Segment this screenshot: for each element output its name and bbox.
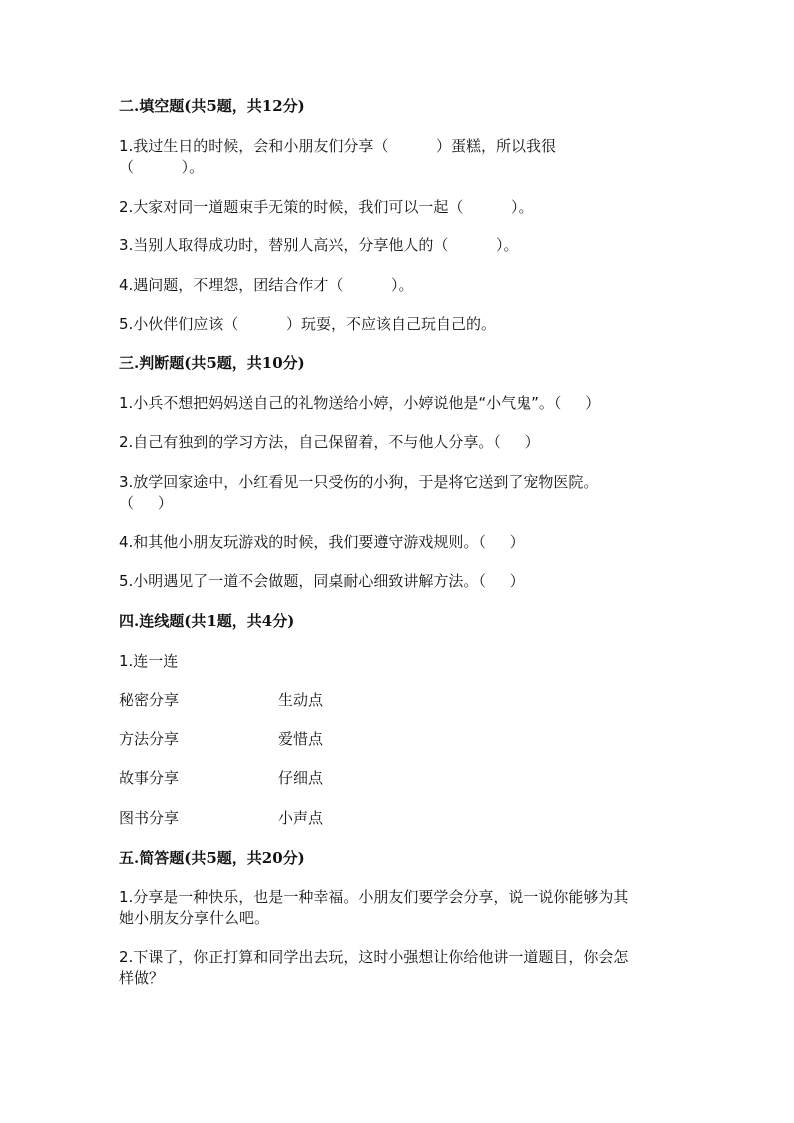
fill-blank-q1-line1: 1.我过生日的时候，会和小朋友们分享（ ）蛋糕，所以我很 (119, 137, 556, 155)
short-answer-q1-line1: 1.分享是一种快乐，也是一种幸福。小朋友们要学会分享，说一说你能够为其 (119, 888, 629, 906)
true-false-q3-line1: 3.放学回家途中，小红看见一只受伤的小狗，于是将它送到了宠物医院。 (119, 473, 599, 491)
matching-question: 1.连一连 (119, 652, 179, 670)
fill-blank-q5: 5.小伙伴们应该（ ）玩耍，不应该自己玩自己的。 (119, 315, 496, 333)
true-false-q1: 1.小兵不想把妈妈送自己的礼物送给小婷，小婷说他是“小气鬼”。（ ） (119, 394, 601, 412)
matching-right-item: 爱惜点 (278, 730, 324, 748)
matching-left-item: 故事分享 (119, 769, 180, 787)
matching-left-item: 方法分享 (119, 730, 180, 748)
true-false-q2: 2.自己有独到的学习方法，自己保留着，不与他人分享。（ ） (119, 433, 540, 451)
true-false-q3-line2: （ ） (119, 494, 173, 512)
fill-blank-q2: 2.大家对同一道题束手无策的时候，我们可以一起（ ）。 (119, 198, 534, 216)
short-answer-q2-line1: 2.下课了，你正打算和同学出去玩，这时小强想让你给他讲一道题目，你会怎 (119, 948, 629, 966)
matching-right-item: 生动点 (278, 691, 324, 709)
fill-blank-q1-line2: （ ）。 (119, 158, 205, 176)
true-false-q4: 4.和其他小朋友玩游戏的时候，我们要遵守游戏规则。（ ） (119, 533, 525, 551)
section-title-fill-blank: 二.填空题(共5题，共12分) (119, 97, 305, 115)
short-answer-q1-line2: 她小朋友分享什么吧。 (119, 909, 270, 927)
section-title-matching: 四.连线题(共1题，共4分) (119, 612, 295, 630)
matching-left-item: 图书分享 (119, 809, 180, 827)
true-false-q5: 5.小明遇见了一道不会做题，同桌耐心细致讲解方法。（ ） (119, 572, 525, 590)
matching-left-item: 秘密分享 (119, 691, 180, 709)
short-answer-q2-line2: 样做？ (119, 969, 165, 987)
matching-right-item: 仔细点 (278, 769, 324, 787)
section-title-true-false: 三.判断题(共5题，共10分) (119, 354, 305, 372)
section-title-short-answer: 五.简答题(共5题，共20分) (119, 849, 305, 867)
matching-right-item: 小声点 (278, 809, 324, 827)
fill-blank-q3: 3.当别人取得成功时，替别人高兴，分享他人的（ ）。 (119, 236, 519, 254)
fill-blank-q4: 4.遇问题，不埋怨，团结合作才（ ）。 (119, 276, 414, 294)
